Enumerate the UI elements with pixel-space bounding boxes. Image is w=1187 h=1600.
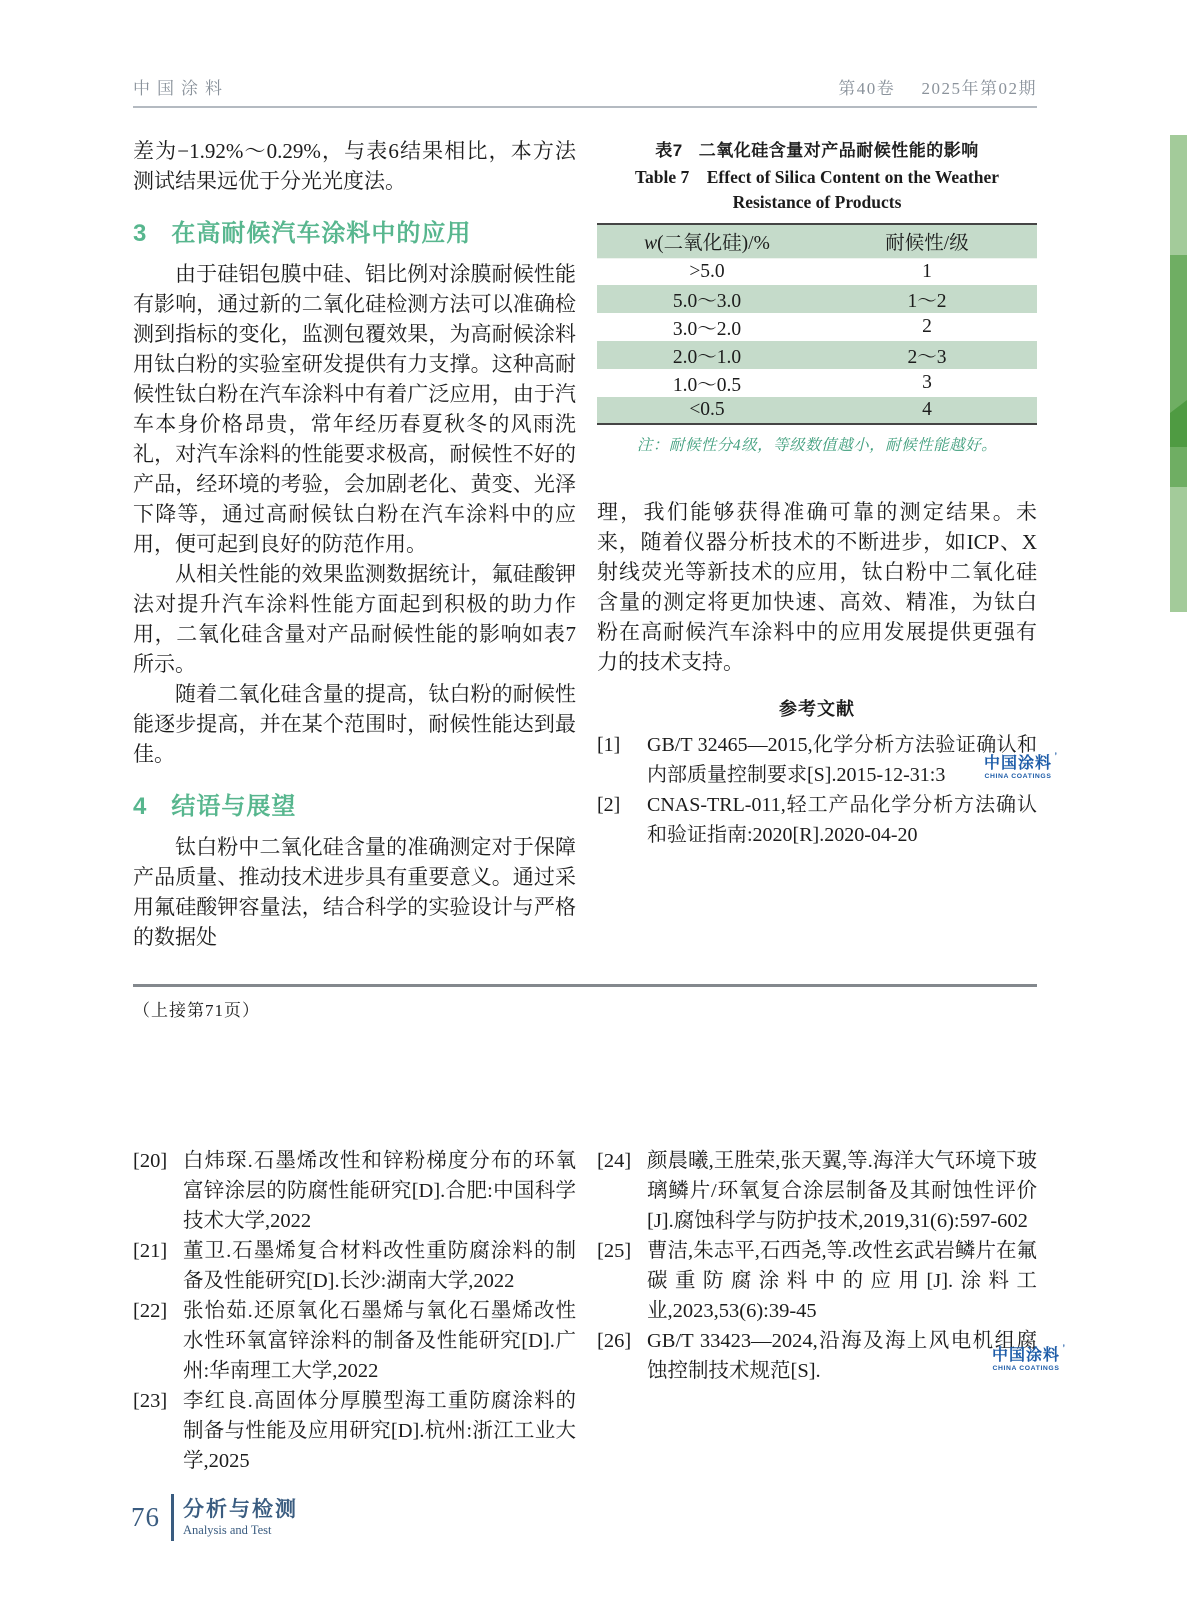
footer-section-label — [183, 1498, 298, 1538]
logo-cn-label: 中国涂料 — [992, 1347, 1061, 1364]
issue-volume: 第40卷 — [838, 79, 896, 98]
table-row — [597, 341, 1037, 369]
section-3-paragraph: 从相关性能的效果监测数据统计，氟硅酸钾法对提升汽车涂料性能方面起到积极的助力作用，二氧化硅含量对产品耐候性能的影响如表7所示。 — [133, 562, 576, 676]
continued-right-column — [597, 1146, 1037, 1386]
table-row — [597, 258, 1037, 285]
reference-number: [1] — [597, 734, 621, 756]
right-column — [597, 128, 1037, 850]
continuation-paragraph: 理，我们能够获得准确可靠的测定结果。未来，随着仪器分析技术的不断进步，如ICP、X射线荧光等新技术的应用，钛白粉中二氧化硅含量的测定将更加快速、高效、精准，为钛白粉在高耐候汽车涂料中的应用发展提供更强有力的技术支持。 — [597, 500, 1037, 674]
issue-info — [838, 74, 1037, 99]
section-4-paragraph: 钛白粉中二氧化硅含量的准确测定对于保障产品质量、推动技术进步具有重要意义。通过采用氟硅酸钾容量法，结合科学的实验设计与严格的数据处 — [133, 835, 576, 949]
cell-grade: 4 — [922, 399, 932, 420]
cell-grade: 2～3 — [907, 347, 947, 368]
reference-text: GB/T 32465—2015,化学分析方法验证确认和内部质量控制要求[S].2015-12-31:3 — [647, 734, 1037, 786]
journal-name: 中国涂料 — [133, 79, 229, 98]
reference-item — [133, 1146, 576, 1236]
reference-item — [597, 730, 1037, 790]
table7-col2-header: 耐候性/级 — [817, 224, 1037, 258]
table7-caption-text: 二氧化硅含量对产品耐候性能的影响 — [698, 141, 979, 160]
table7-col1-symbol: w — [644, 233, 658, 255]
table-row — [597, 369, 1037, 397]
section-3-number: 3 — [133, 220, 148, 247]
table7-caption-cn — [597, 136, 1037, 161]
section-3-title: 在高耐候汽车涂料中的应用 — [171, 220, 472, 247]
reference-number: [22] — [133, 1300, 168, 1322]
reference-text: 曹洁,朱志平,石西尧,等.改性玄武岩鳞片在氟碳重防腐涂料中的应用[J].涂料工业,2023,53(6):39-45 — [647, 1240, 1037, 1322]
footer-divider-bar — [171, 1494, 174, 1541]
table7-note: 注：耐候性分4级，等级数值越小，耐候性能越好。 — [636, 437, 998, 454]
reference-text: 李红良.高固体分厚膜型海工重防腐涂料的制备与性能及应用研究[D].杭州:浙江工业大学,2025 — [183, 1390, 576, 1472]
logo-trademark: ’ — [1054, 751, 1059, 761]
section-3-paragraph: 随着二氧化硅含量的提高，钛白粉的耐候性能逐步提高，并在某个范围时，耐候性能达到最佳。 — [133, 682, 576, 766]
cell-silica: 2.0～1.0 — [672, 347, 742, 368]
reference-text: 白炜琛.石墨烯改性和锌粉梯度分布的环氧富锌涂层的防腐性能研究[D].合肥:中国科学技术大学,2022 — [183, 1150, 576, 1232]
reference-number: [20] — [133, 1150, 168, 1172]
section-4-heading — [133, 786, 576, 821]
article-divider — [133, 984, 1037, 987]
table-row — [597, 285, 1037, 313]
logo-cn-text — [984, 751, 1059, 772]
table7-header-row — [597, 224, 1037, 258]
continued-from-note: （上接第71页） — [133, 1001, 260, 1020]
reference-item — [133, 1296, 576, 1386]
issue-number: 2025年第02期 — [921, 79, 1037, 98]
reference-text: GB/T 33423—2024,沿海及海上风电机组腐蚀控制技术规范[S]. — [647, 1330, 1037, 1382]
reference-number: [24] — [597, 1150, 632, 1172]
edge-tab-segment — [1170, 255, 1187, 400]
reference-text: CNAS-TRL-011,轻工产品化学分析方法确认和验证指南:2020[R].2020-04-20 — [647, 794, 1037, 846]
reference-text: 张怡茹.还原氧化石墨烯与氧化石墨烯改性水性环氧富锌涂料的制备及性能研究[D].广州:华南理工大学,2022 — [183, 1300, 576, 1382]
cell-grade: 2 — [922, 316, 932, 337]
page-number: 76 — [131, 1502, 160, 1532]
section-4-number: 4 — [133, 793, 148, 820]
reference-number: [21] — [133, 1240, 168, 1262]
reference-item — [597, 1236, 1037, 1326]
page-footer — [131, 1494, 298, 1541]
logo-en-text: CHINA COATINGS — [992, 1365, 1060, 1372]
section-3-heading — [133, 213, 576, 248]
edge-tab-segment-current — [1170, 400, 1187, 447]
edge-tab-bar — [1170, 135, 1187, 612]
cell-silica: 1.0～0.5 — [672, 375, 742, 396]
logo-trademark: ’ — [1062, 1343, 1067, 1353]
cell-silica: 3.0～2.0 — [672, 319, 742, 340]
section-3-paragraph: 由于硅铝包膜中硅、铝比例对涂膜耐候性能有影响，通过新的二氧化硅检测方法可以准确检测到指标的变化，监测包覆效果，为高耐候涂料用钛白粉的实验室研发提供有力支撑。这种高耐候性钛白粉在汽车涂料中有着广泛应用，由于汽车本身价格昂贵，常年经历春夏秋冬的风雨洗礼，对汽车涂料的性能要求极高，耐候性不好的产品，经环境的考验，会加剧老化、黄变、光泽下降等，通过高耐候钛白粉在汽车涂料中的应用，便可起到良好的防范作用。 — [133, 262, 576, 556]
table7 — [597, 223, 1037, 425]
china-coatings-logo — [984, 751, 1059, 781]
references-heading: 参考文献 — [779, 699, 855, 719]
reference-number: [26] — [597, 1330, 632, 1352]
reference-item — [133, 1236, 576, 1296]
reference-number: [23] — [133, 1390, 168, 1412]
cell-grade: 1 — [922, 260, 932, 282]
continued-left-column — [133, 1146, 576, 1476]
edge-tab-segment — [1170, 487, 1187, 612]
table-row — [597, 397, 1037, 424]
cell-grade: 1～2 — [907, 291, 947, 312]
table7-col1-header — [597, 224, 817, 258]
intro-paragraph: 差为−1.92%～0.29%，与表6结果相比，本方法测试结果远优于分光光度法。 — [133, 139, 576, 193]
logo-cn-text — [992, 1343, 1067, 1364]
reference-item — [597, 1146, 1037, 1236]
footer-section-en: Analysis and Test — [183, 1522, 272, 1537]
logo-cn-label: 中国涂料 — [984, 755, 1053, 772]
cell-silica: <0.5 — [689, 399, 725, 420]
reference-text: 颜晨曦,王胜荣,张天翼,等.海洋大气环境下玻璃鳞片/环氧复合涂层制备及其耐蚀性评价[J].腐蚀科学与防护技术,2019,31(6):597-602 — [647, 1150, 1037, 1232]
edge-tab-segment — [1170, 447, 1187, 487]
table7-caption-label: 表7 — [655, 141, 683, 160]
reference-item — [597, 1326, 1037, 1386]
reference-item — [597, 790, 1037, 850]
china-coatings-logo — [992, 1343, 1067, 1373]
cell-silica: >5.0 — [689, 260, 725, 282]
footer-section-cn: 分析与检测 — [183, 1497, 298, 1521]
running-head — [133, 74, 1037, 108]
section-4-title: 结语与展望 — [171, 793, 297, 820]
reference-number: [25] — [597, 1240, 632, 1262]
reference-item — [133, 1386, 576, 1476]
table7-col1-unit: (二氧化硅)/% — [657, 233, 770, 255]
table7-caption-en: Table 7 Effect of Silica Content on the Weather Resistance of Products — [634, 167, 1000, 212]
reference-text: 董卫.石墨烯复合材料改性重防腐涂料的制备及性能研究[D].长沙:湖南大学,2022 — [183, 1240, 576, 1292]
reference-number: [2] — [597, 794, 621, 816]
edge-tab-segment — [1170, 135, 1187, 255]
logo-en-text: CHINA COATINGS — [984, 773, 1052, 780]
table-row — [597, 313, 1037, 341]
cell-grade: 3 — [922, 372, 932, 393]
cell-silica: 5.0～3.0 — [672, 291, 742, 312]
left-column — [133, 136, 576, 952]
